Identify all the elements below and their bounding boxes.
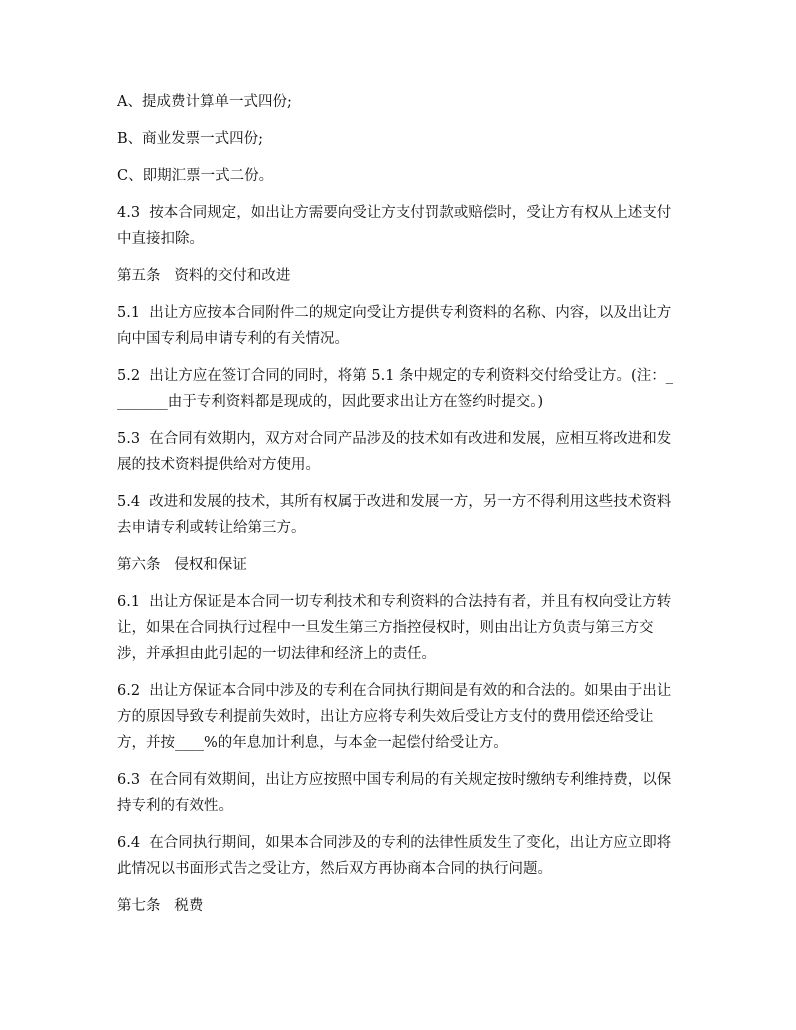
- list-item-b: B、商业发票一式四份;: [117, 131, 264, 147]
- article-7-heading: 第七条 税费: [117, 898, 204, 914]
- clause-6-3: 6.3 在合同有效期间，出让方应按照中国专利局的有关规定按时缴纳专利维持费，以保持专利的有效性。: [117, 772, 672, 814]
- article-5-heading: 第五条 资料的交付和改进: [117, 268, 291, 284]
- list-item-a: A、提成费计算单一式四份;: [117, 94, 292, 110]
- clause-6-2: 6.2 出让方保证本合同中涉及的专利在合同执行期间是有效的和合法的。如果由于出让方的原因导致专利提前失效时，出让方应将专利失效后受让方支付的费用偿还给受让方，并按____%的年息加计利息，与本金一起偿付给受让方。: [117, 683, 672, 751]
- article-6-heading: 第六条 侵权和保证: [117, 557, 247, 573]
- clause-5-3: 5.3 在合同有效期内，双方对合同产品涉及的技术如有改进和发展，应相互将改进和发展的技术资料提供给对方使用。: [117, 431, 672, 473]
- clause-5-4: 5.4 改进和发展的技术，其所有权属于改进和发展一方，另一方不得利用这些技术资料去申请专利或转让给第三方。: [117, 494, 672, 536]
- document-body: [117, 89, 677, 930]
- clause-4-3: 4.3 按本合同规定，如出让方需要向受让方支付罚款或赔偿时，受让方有权从上述支付中直接扣除。: [117, 205, 672, 247]
- clause-5-2: 5.2 出让方应在签订合同的同时，将第 5.1 条中规定的专利资料交付给受让方。(注：________由于专利资料都是现成的，因此要求出让方在签约时提交。): [117, 368, 673, 410]
- clause-6-1: 6.1 出让方保证是本合同一切专利技术和专利资料的合法持有者，并且有权向受让方转让，如果在合同执行过程中一旦发生第三方指控侵权时，则由出让方负责与第三方交涉，并承担由此引起的一切法律和经济上的责任。: [117, 594, 672, 662]
- list-item-c: C、即期汇票一式二份。: [117, 168, 274, 184]
- clause-5-1: 5.1 出让方应按本合同附件二的规定向受让方提供专利资料的名称、内容，以及出让方向中国专利局申请专利的有关情况。: [117, 305, 672, 347]
- clause-6-4: 6.4 在合同执行期间，如果本合同涉及的专利的法律性质发生了变化，出让方应立即将此情况以书面形式告之受让方，然后双方再协商本合同的执行问题。: [117, 835, 672, 877]
